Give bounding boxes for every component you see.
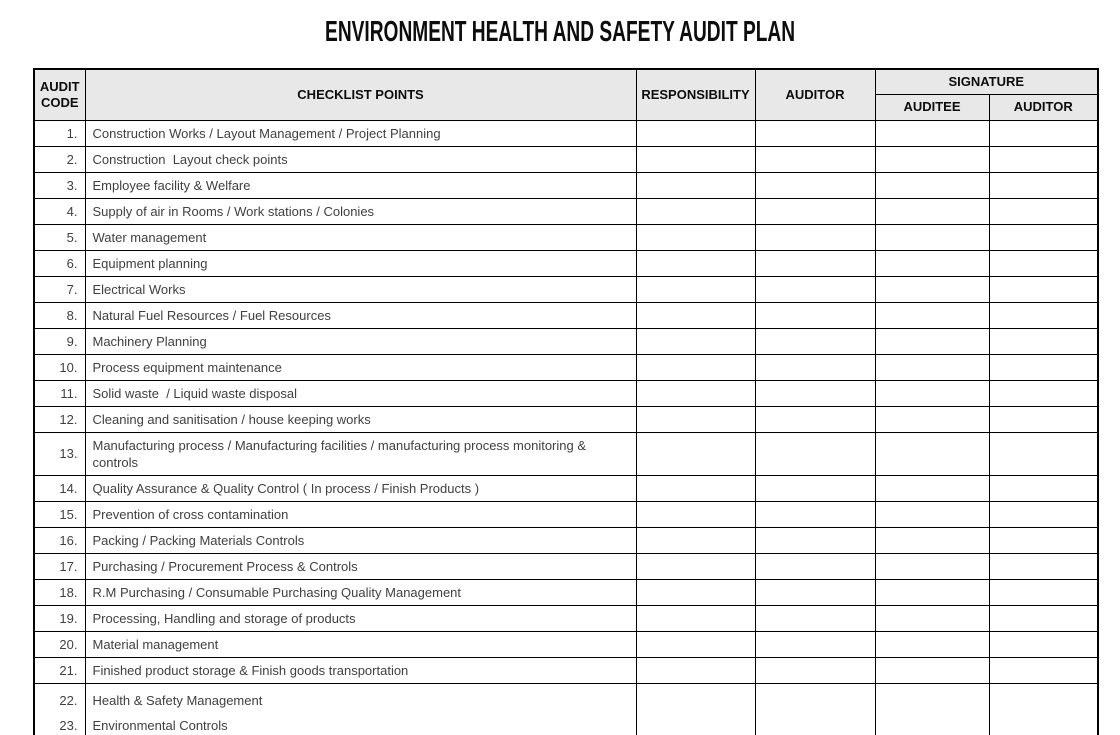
table-row: [34, 302, 1098, 328]
checklist-point-cell: [85, 276, 636, 302]
table-header: [34, 69, 1098, 120]
auditor-cell: [755, 605, 875, 631]
responsibility-cell: [636, 527, 755, 553]
responsibility-cell: [636, 380, 755, 406]
audit-code-cell: [34, 276, 85, 302]
audit-code-cell: [34, 250, 85, 276]
audit-code-cell: [34, 172, 85, 198]
auditor-cell: [755, 553, 875, 579]
checklist-point-cell: [85, 406, 636, 432]
checklist-point-cell: [85, 501, 636, 527]
table-row: [34, 224, 1098, 250]
checklist-point-cell: [85, 579, 636, 605]
table-row: [34, 276, 1098, 302]
audit-code-value: 8.: [66, 307, 78, 323]
table-row: [34, 657, 1098, 683]
checklist-point-cell: [85, 380, 636, 406]
audit-code-value: 3.: [66, 177, 78, 193]
audit-code-value: 14.: [59, 480, 78, 496]
checklist-point-cell: [85, 475, 636, 501]
responsibility-cell: [636, 250, 755, 276]
auditor-signature-cell: [989, 120, 1098, 146]
table-row: [34, 250, 1098, 276]
checklist-point-text: Natural Fuel Resources / Fuel Resources: [92, 307, 331, 323]
auditee-signature-cell: [875, 198, 989, 224]
auditor-signature-cell: [989, 198, 1098, 224]
checklist-point-text: Processing, Handling and storage of products: [92, 610, 356, 626]
audit-code-cell: [34, 605, 85, 631]
table-row: [34, 501, 1098, 527]
audit-code-cell: [34, 579, 85, 605]
auditee-signature-cell: [875, 683, 989, 735]
auditee-signature-cell: [875, 276, 989, 302]
auditor-cell: [755, 146, 875, 172]
auditee-signature-cell: [875, 250, 989, 276]
auditor-cell: [755, 631, 875, 657]
responsibility-cell: [636, 328, 755, 354]
header-auditor: AUDITOR: [755, 69, 875, 120]
checklist-point-text: Packing / Packing Materials Controls: [92, 532, 305, 548]
responsibility-cell: [636, 276, 755, 302]
audit-code-value: 23.: [59, 718, 78, 733]
auditor-signature-cell: [989, 250, 1098, 276]
auditor-signature-cell: [989, 683, 1098, 735]
audit-code-value: 10.: [59, 359, 78, 375]
auditor-cell: [755, 501, 875, 527]
checklist-point-cell: [85, 683, 636, 735]
checklist-point-text: Purchasing / Procurement Process & Controls: [92, 558, 358, 574]
checklist-point-text: Supply of air in Rooms / Work stations / Colonies: [92, 203, 375, 219]
auditor-cell: [755, 198, 875, 224]
audit-code-value: 21.: [59, 662, 78, 678]
responsibility-cell: [636, 172, 755, 198]
auditor-signature-cell: [989, 302, 1098, 328]
audit-code-value: 16.: [59, 532, 78, 548]
audit-code-value: 18.: [59, 584, 78, 600]
table-row: [34, 354, 1098, 380]
audit-code-value: 4.: [66, 203, 78, 219]
responsibility-cell: [636, 198, 755, 224]
audit-code-cell: [34, 432, 85, 475]
auditor-cell: [755, 475, 875, 501]
responsibility-cell: [636, 146, 755, 172]
audit-code-cell: [34, 380, 85, 406]
responsibility-cell: [636, 683, 755, 735]
auditor-signature-cell: [989, 276, 1098, 302]
responsibility-cell: [636, 501, 755, 527]
auditee-signature-cell: [875, 553, 989, 579]
checklist-point-cell: [85, 605, 636, 631]
audit-code-value: 20.: [59, 636, 78, 652]
audit-code-cell: [34, 406, 85, 432]
checklist-point-cell: [85, 224, 636, 250]
table-row: [34, 380, 1098, 406]
page-title-text: ENVIRONMENT HEALTH AND SAFETY AUDIT PLAN: [324, 16, 796, 48]
table-row: [34, 198, 1098, 224]
responsibility-cell: [636, 605, 755, 631]
table-row: [34, 579, 1098, 605]
table-row: [34, 172, 1098, 198]
auditor-signature-cell: [989, 224, 1098, 250]
auditee-signature-cell: [875, 302, 989, 328]
checklist-point-text: Machinery Planning: [92, 333, 207, 349]
auditor-cell: [755, 406, 875, 432]
checklist-point-cell: [85, 172, 636, 198]
header-signature: SIGNATURE: [875, 69, 1098, 94]
responsibility-cell: [636, 657, 755, 683]
auditor-cell: [755, 224, 875, 250]
audit-code-value: 6.: [66, 255, 78, 271]
checklist-point-cell: [85, 250, 636, 276]
checklist-point-cell: [85, 146, 636, 172]
checklist-point-text: Quality Assurance & Quality Control ( In process / Finish Products ): [92, 480, 480, 496]
audit-code-value: 13.: [59, 446, 78, 461]
checklist-point-text: Manufacturing process / Manufacturing facilities / manufacturing process monitoring & controls: [92, 437, 590, 470]
audit-code-cell: [34, 657, 85, 683]
audit-code-cell: [34, 683, 85, 735]
table-row: [34, 605, 1098, 631]
audit-code-value: 15.: [59, 506, 78, 522]
responsibility-cell: [636, 553, 755, 579]
responsibility-cell: [636, 432, 755, 475]
checklist-point-text: Construction Works / Layout Management / Project Planning: [92, 125, 441, 141]
responsibility-cell: [636, 475, 755, 501]
audit-code-value: 9.: [66, 333, 78, 349]
auditee-signature-cell: [875, 501, 989, 527]
auditee-signature-cell: [875, 224, 989, 250]
auditor-cell: [755, 276, 875, 302]
checklist-point-cell: [85, 302, 636, 328]
checklist-point-cell: [85, 527, 636, 553]
table-row: [34, 631, 1098, 657]
auditor-signature-cell: [989, 432, 1098, 475]
audit-code-value: 17.: [59, 558, 78, 574]
auditee-signature-cell: [875, 657, 989, 683]
audit-plan-table: [33, 68, 1099, 735]
auditor-signature-cell: [989, 354, 1098, 380]
audit-code-value: 5.: [66, 229, 78, 245]
auditor-signature-cell: [989, 146, 1098, 172]
auditor-cell: [755, 579, 875, 605]
checklist-point-text: Employee facility & Welfare: [92, 177, 251, 193]
checklist-point-text: Prevention of cross contamination: [92, 506, 289, 522]
auditee-signature-cell: [875, 527, 989, 553]
table-row: [34, 432, 1098, 475]
checklist-point-cell: [85, 120, 636, 146]
auditor-cell: [755, 250, 875, 276]
table-body: [34, 120, 1098, 735]
auditee-signature-cell: [875, 146, 989, 172]
responsibility-cell: [636, 354, 755, 380]
audit-code-cell: [34, 120, 85, 146]
checklist-point-text: Solid waste / Liquid waste disposal: [92, 385, 298, 401]
checklist-point-text: Finished product storage & Finish goods transportation: [92, 662, 409, 678]
audit-code-cell: [34, 501, 85, 527]
auditor-signature-cell: [989, 657, 1098, 683]
auditor-signature-cell: [989, 406, 1098, 432]
header-checklist-points: CHECKLIST POINTS: [85, 69, 636, 120]
checklist-point-text: Construction Layout check points: [92, 151, 288, 167]
auditor-signature-cell: [989, 501, 1098, 527]
auditor-cell: [755, 302, 875, 328]
auditor-signature-cell: [989, 579, 1098, 605]
table-row: [34, 146, 1098, 172]
audit-code-value: 11.: [60, 385, 78, 401]
checklist-point-text: Equipment planning: [92, 255, 208, 271]
auditor-signature-cell: [989, 475, 1098, 501]
checklist-point-cell: [85, 657, 636, 683]
auditor-cell: [755, 354, 875, 380]
audit-code-value: 2.: [66, 151, 78, 167]
header-signature-auditor: AUDITOR: [989, 94, 1098, 120]
auditor-cell: [755, 527, 875, 553]
page-title: [0, 16, 1120, 46]
audit-code-cell: [34, 146, 85, 172]
header-signature-auditee: AUDITEE: [875, 94, 989, 120]
auditor-signature-cell: [989, 605, 1098, 631]
checklist-point-cell: [85, 631, 636, 657]
audit-code-cell: [34, 198, 85, 224]
checklist-point-text: Water management: [92, 229, 207, 245]
auditee-signature-cell: [875, 432, 989, 475]
auditor-cell: [755, 172, 875, 198]
table-row: [34, 120, 1098, 146]
auditee-signature-cell: [875, 579, 989, 605]
checklist-point-text: Cleaning and sanitisation / house keeping works: [92, 411, 371, 427]
auditor-cell: [755, 432, 875, 475]
table-row: [34, 527, 1098, 553]
auditee-signature-cell: [875, 120, 989, 146]
checklist-point-cell: [85, 198, 636, 224]
header-responsibility: RESPONSIBILITY: [636, 69, 755, 120]
auditee-signature-cell: [875, 605, 989, 631]
audit-code-value: 22.: [59, 692, 78, 708]
audit-code-value: 1.: [66, 125, 78, 141]
audit-code-cell: [34, 302, 85, 328]
audit-code-value: 19.: [59, 610, 78, 626]
auditor-signature-cell: [989, 328, 1098, 354]
audit-code-cell: [34, 631, 85, 657]
audit-code-value: 12.: [59, 411, 78, 427]
responsibility-cell: [636, 631, 755, 657]
table-row: [34, 553, 1098, 579]
auditee-signature-cell: [875, 406, 989, 432]
checklist-point-cell: [85, 553, 636, 579]
auditor-signature-cell: [989, 380, 1098, 406]
table-row: [34, 406, 1098, 432]
auditee-signature-cell: [875, 328, 989, 354]
audit-code-cell: [34, 527, 85, 553]
auditor-signature-cell: [989, 172, 1098, 198]
audit-code-cell: [34, 475, 85, 501]
auditee-signature-cell: [875, 354, 989, 380]
header-audit-code: AUDIT CODE: [34, 69, 85, 120]
auditor-cell: [755, 683, 875, 735]
checklist-point-text: R.M Purchasing / Consumable Purchasing Quality Management: [92, 584, 462, 600]
checklist-point-cell: [85, 354, 636, 380]
table-row: [34, 328, 1098, 354]
checklist-point-cell: [85, 328, 636, 354]
checklist-point-text: Environmental Controls: [92, 718, 228, 733]
responsibility-cell: [636, 579, 755, 605]
auditee-signature-cell: [875, 172, 989, 198]
checklist-point-text: Process equipment maintenance: [92, 359, 282, 375]
auditee-signature-cell: [875, 475, 989, 501]
table-row: [34, 683, 1098, 735]
auditor-signature-cell: [989, 553, 1098, 579]
table-row: [34, 475, 1098, 501]
responsibility-cell: [636, 120, 755, 146]
checklist-point-cell: [85, 432, 636, 475]
checklist-point-text: Material management: [92, 636, 219, 652]
responsibility-cell: [636, 302, 755, 328]
document-page: [0, 16, 1120, 735]
auditor-cell: [755, 120, 875, 146]
audit-code-value: 7.: [66, 281, 78, 297]
auditor-signature-cell: [989, 631, 1098, 657]
audit-code-cell: [34, 553, 85, 579]
auditor-cell: [755, 380, 875, 406]
responsibility-cell: [636, 406, 755, 432]
checklist-point-text: Health & Safety Management: [92, 692, 263, 708]
audit-code-cell: [34, 224, 85, 250]
audit-code-cell: [34, 354, 85, 380]
auditee-signature-cell: [875, 380, 989, 406]
auditor-signature-cell: [989, 527, 1098, 553]
auditor-cell: [755, 328, 875, 354]
auditee-signature-cell: [875, 631, 989, 657]
auditor-cell: [755, 657, 875, 683]
audit-code-cell: [34, 328, 85, 354]
checklist-point-text: Electrical Works: [92, 281, 186, 297]
responsibility-cell: [636, 224, 755, 250]
